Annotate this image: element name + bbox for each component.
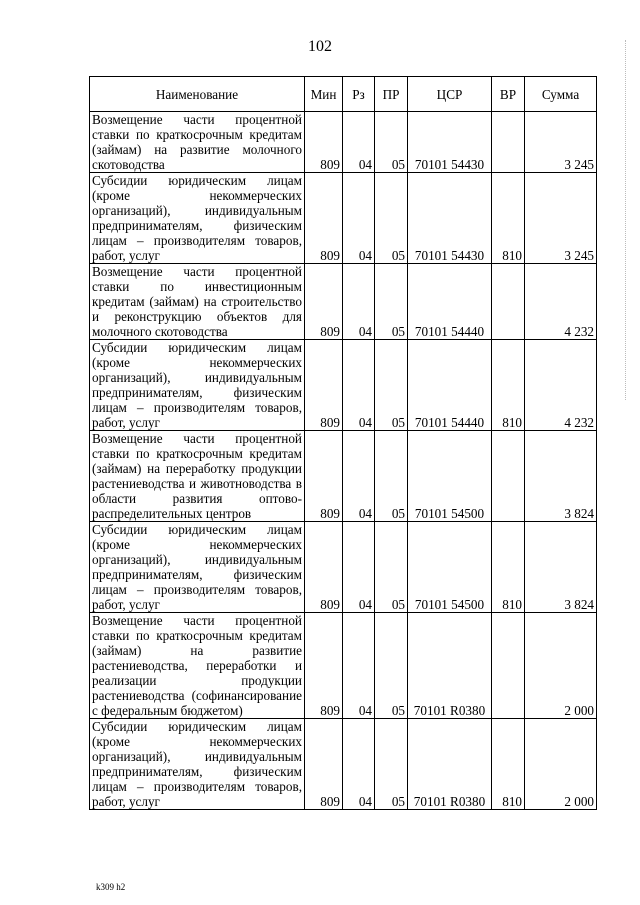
header-csr: ЦСР	[408, 77, 492, 112]
row-name: Субсидии юридическим лицам (кроме некоммерческих организаций), индивидуальным предпринимателям, физическим лицам – производителям товаров, работ, услуг	[90, 719, 305, 810]
row-rz: 04	[343, 522, 375, 613]
row-rz: 04	[343, 719, 375, 810]
row-csr: 70101 54430	[408, 173, 492, 264]
row-name: Субсидии юридическим лицам (кроме некоммерческих организаций), индивидуальным предпринимателям, физическим лицам – производителям товаров, работ, услуг	[90, 340, 305, 431]
row-sum: 3 245	[525, 112, 597, 173]
row-vr	[492, 264, 525, 340]
row-csr: 70101 54430	[408, 112, 492, 173]
row-pr: 05	[375, 431, 408, 522]
row-sum: 4 232	[525, 264, 597, 340]
row-name: Возмещение части процентной ставки по краткосрочным кредитам (займам) на переработку продукции растениеводства и животноводства в области развития оптово-распределительных центров	[90, 431, 305, 522]
row-csr: 70101 54500	[408, 431, 492, 522]
table-row	[90, 112, 597, 173]
row-vr: 810	[492, 719, 525, 810]
row-min: 809	[305, 340, 343, 431]
row-sum: 2 000	[525, 613, 597, 719]
header-name: Наименование	[90, 77, 305, 112]
table-row	[90, 264, 597, 340]
row-vr: 810	[492, 173, 525, 264]
table-row	[90, 431, 597, 522]
row-rz: 04	[343, 431, 375, 522]
row-vr: 810	[492, 522, 525, 613]
row-min: 809	[305, 173, 343, 264]
row-name: Возмещение части процентной ставки по краткосрочным кредитам (займам) на развитие растениеводства, переработки и реализации продукции растениеводства (софинансирование с федеральным бюджетом)	[90, 613, 305, 719]
row-sum: 3 245	[525, 173, 597, 264]
row-sum: 3 824	[525, 522, 597, 613]
row-csr: 70101 R0380	[408, 719, 492, 810]
row-sum: 3 824	[525, 431, 597, 522]
row-min: 809	[305, 112, 343, 173]
header-vr: ВР	[492, 77, 525, 112]
table-header-row	[90, 77, 597, 112]
row-pr: 05	[375, 613, 408, 719]
row-vr	[492, 112, 525, 173]
row-rz: 04	[343, 112, 375, 173]
row-csr: 70101 R0380	[408, 613, 492, 719]
header-pr: ПР	[375, 77, 408, 112]
row-min: 809	[305, 719, 343, 810]
header-rz: Рз	[343, 77, 375, 112]
budget-table	[89, 76, 597, 810]
header-sum: Сумма	[525, 77, 597, 112]
row-rz: 04	[343, 613, 375, 719]
row-name: Субсидии юридическим лицам (кроме некоммерческих организаций), индивидуальным предпринимателям, физическим лицам – производителям товаров, работ, услуг	[90, 173, 305, 264]
table-row	[90, 340, 597, 431]
row-pr: 05	[375, 340, 408, 431]
row-csr: 70101 54500	[408, 522, 492, 613]
row-rz: 04	[343, 340, 375, 431]
row-csr: 70101 54440	[408, 340, 492, 431]
row-vr: 810	[492, 340, 525, 431]
row-vr	[492, 431, 525, 522]
row-vr	[492, 613, 525, 719]
page-number: 102	[308, 38, 332, 55]
row-pr: 05	[375, 522, 408, 613]
header-min: Мин	[305, 77, 343, 112]
row-csr: 70101 54440	[408, 264, 492, 340]
table-row	[90, 719, 597, 810]
row-pr: 05	[375, 112, 408, 173]
table-row	[90, 522, 597, 613]
table-row	[90, 173, 597, 264]
row-name: Субсидии юридическим лицам (кроме некоммерческих организаций), индивидуальным предпринимателям, физическим лицам – производителям товаров, работ, услуг	[90, 522, 305, 613]
row-min: 809	[305, 264, 343, 340]
footer-code: k309 h2	[96, 882, 126, 892]
row-name: Возмещение части процентной ставки по краткосрочным кредитам (займам) на развитие молочного скотоводства	[90, 112, 305, 173]
row-sum: 4 232	[525, 340, 597, 431]
scan-edge-mark	[625, 40, 634, 400]
row-name: Возмещение части процентной ставки по инвестиционным кредитам (займам) на строительство и реконструкцию объектов для молочного скотоводства	[90, 264, 305, 340]
row-sum: 2 000	[525, 719, 597, 810]
row-pr: 05	[375, 719, 408, 810]
row-rz: 04	[343, 173, 375, 264]
row-pr: 05	[375, 264, 408, 340]
row-pr: 05	[375, 173, 408, 264]
row-rz: 04	[343, 264, 375, 340]
row-min: 809	[305, 522, 343, 613]
table-row	[90, 613, 597, 719]
row-min: 809	[305, 613, 343, 719]
row-min: 809	[305, 431, 343, 522]
